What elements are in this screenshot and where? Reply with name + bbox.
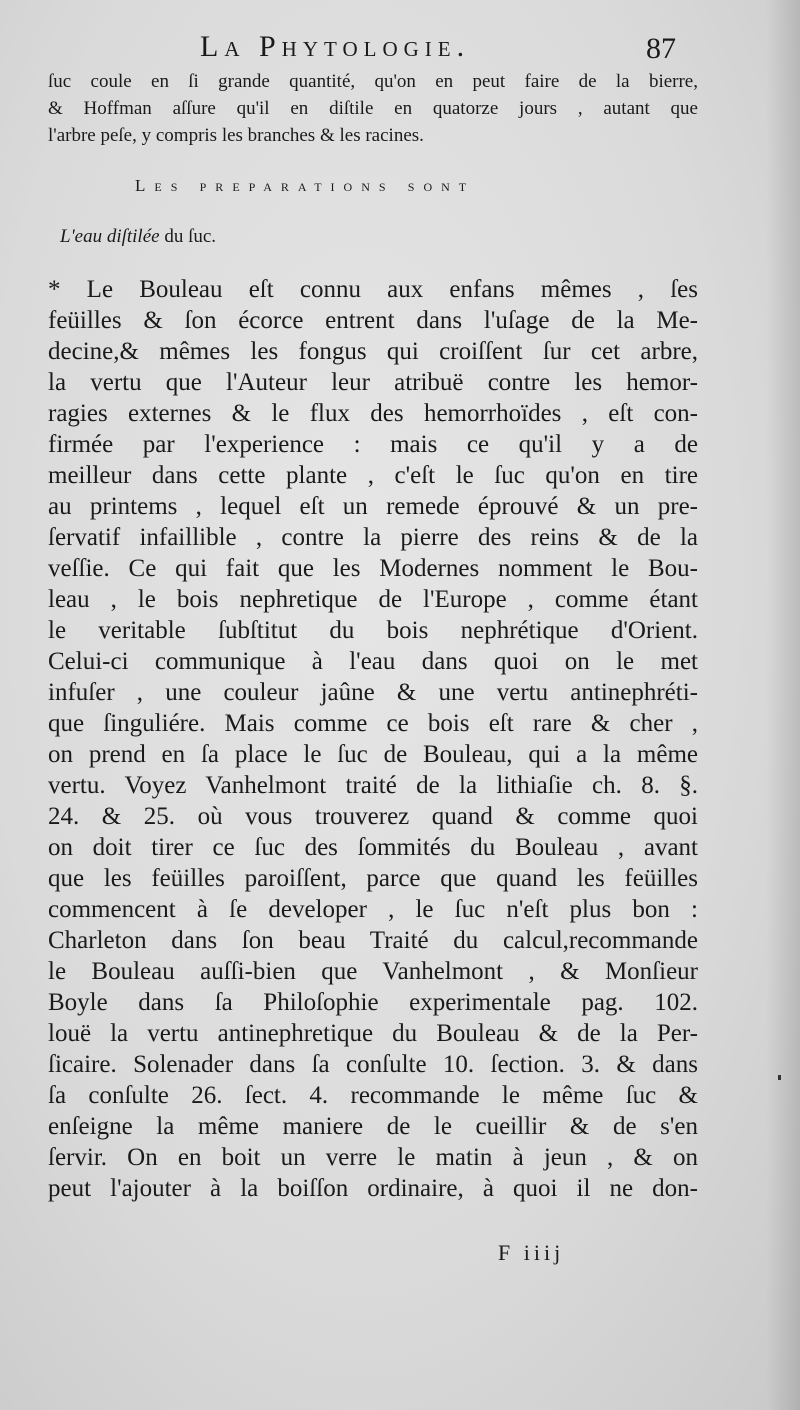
text-line: & Hoffman aſſure qu'il en diſtile en quatorze jours , autant que — [48, 98, 698, 119]
preparation-item — [60, 226, 216, 248]
text-line: ſervatif infaillible , contre la pierre des reins & de la — [48, 524, 698, 551]
text-line: Celui-ci communique à l'eau dans quoi on le met — [48, 648, 698, 675]
text-line: le Bouleau auſſi-bien que Vanhelmont , & Monſieur — [48, 958, 698, 985]
text-line: vertu. Voyez Vanhelmont traité de la lithiaſie ch. 8. §. — [48, 772, 698, 799]
page-number: 87 — [646, 32, 676, 65]
text-line: feüilles & ſon écorce entrent dans l'uſage de la Me- — [48, 307, 698, 334]
text-line: au printems , lequel eſt un remede éprouvé & un pre- — [48, 493, 698, 520]
text-line: on prend en ſa place le ſuc de Bouleau, qui a la même — [48, 741, 698, 768]
signature-mark: F iiij — [498, 1240, 565, 1265]
text-line: la vertu que l'Auteur leur atribuë contre les hemor- — [48, 369, 698, 396]
preparation-italic: L'eau diſtilée — [60, 226, 160, 247]
text-line: le veritable ſubſtitut du bois nephrétique d'Orient. — [48, 617, 698, 644]
text-line: ſicaire. Solenader dans ſa conſulte 10. ſection. 3. & dans — [48, 1051, 698, 1078]
text-line: que ſinguliére. Mais comme ce bois eſt rare & cher , — [48, 710, 698, 737]
text-line: ſervir. On en boit un verre le matin à jeun , & on — [48, 1144, 698, 1171]
text-line: on doit tirer ce ſuc des ſommités du Bouleau , avant — [48, 834, 698, 861]
text-line: decine,& mêmes les fongus qui croiſſent ſur cet arbre, — [48, 338, 698, 365]
ink-speck — [778, 1075, 781, 1080]
text-line: Boyle dans ſa Philoſophie experimentale pag. 102. — [48, 989, 698, 1016]
text-line: veſſie. Ce qui fait que les Modernes nomment le Bou- — [48, 555, 698, 582]
text-line: Charleton dans ſon beau Traité du calcul,recommande — [48, 927, 698, 954]
text-line: l'arbre peſe, y compris les branches & les racines. — [48, 125, 424, 146]
text-line: leau , le bois nephretique de l'Europe , comme étant — [48, 586, 698, 613]
running-title: La Phytologie. — [200, 30, 471, 63]
text-line: * Le Bouleau eſt connu aux enfans mêmes , ſes — [48, 276, 698, 303]
text-line: peut l'ajouter à la boiſſon ordinaire, à quoi il ne don- — [48, 1175, 698, 1202]
text-line: ſa conſulte 26. ſect. 4. recommande le même ſuc & — [48, 1082, 698, 1109]
text-line: 24. & 25. où vous trouverez quand & comme quoi — [48, 803, 698, 830]
text-line: enſeigne la même maniere de le cueillir & de s'en — [48, 1113, 698, 1140]
text-line: commencent à ſe developer , le ſuc n'eſt plus bon : — [48, 896, 698, 923]
page-edge-shadow — [766, 0, 800, 1410]
text-line: ſuc coule en ſi grande quantité, qu'on en peut faire de la bierre, — [48, 71, 698, 92]
page-header — [0, 30, 800, 70]
text-line: firmée par l'experience : mais ce qu'il y a de — [48, 431, 698, 458]
text-line: louë la vertu antinephretique du Bouleau & de la Per- — [48, 1020, 698, 1047]
text-line: que les feüilles paroiſſent, parce que quand les feüilles — [48, 865, 698, 892]
text-line: ragies externes & le flux des hemorrhoïdes , eſt con- — [48, 400, 698, 427]
text-line: infuſer , une couleur jaûne & une vertu antinephréti- — [48, 679, 698, 706]
text-line: meilleur dans cette plante , c'eſt le ſuc qu'on en tire — [48, 462, 698, 489]
section-subheading: Les preparations sont — [135, 176, 476, 195]
preparation-rest: du ſuc. — [159, 226, 217, 247]
